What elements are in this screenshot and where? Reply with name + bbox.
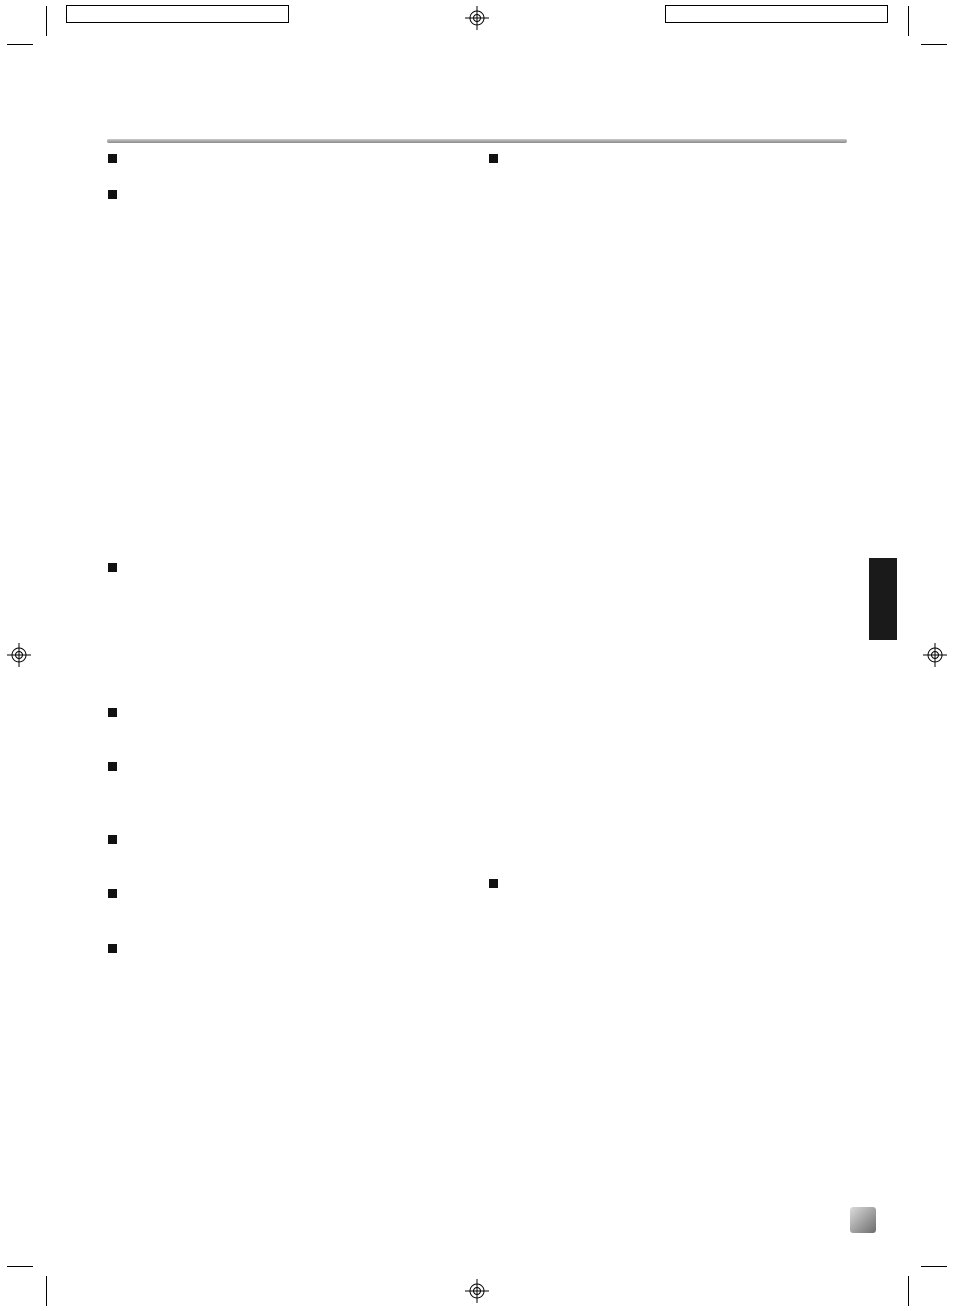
bullet-square-icon [108,762,117,771]
transfer-heading [108,188,122,202]
bullet-square-icon [108,708,117,717]
bullet-square-icon [108,563,117,572]
interface-spec [108,152,122,166]
access-heading [108,561,122,575]
registration-mark-icon [7,643,31,667]
color-calibration-bar [665,5,888,23]
registration-mark-icon [923,643,947,667]
bullet-square-icon [108,944,117,953]
bullet-square-icon [108,154,117,163]
page-number [850,1207,876,1233]
grayscale-calibration-bar [66,5,289,23]
bullet-square-icon [489,154,498,163]
registration-mark-icon [465,6,489,30]
discs-heading [489,152,503,166]
bullet-square-icon [489,879,498,888]
write-times-heading [108,760,122,774]
dimensions-heading [108,833,122,847]
buffer-heading [108,706,122,720]
accessories-heading [108,942,122,956]
language-tab [869,558,897,640]
weight-heading [108,887,122,901]
title-rule [107,139,847,143]
registration-mark-icon [465,1279,489,1303]
bullet-square-icon [108,190,117,199]
bullet-square-icon [108,835,117,844]
disclaimer [489,877,503,891]
bullet-square-icon [108,889,117,898]
